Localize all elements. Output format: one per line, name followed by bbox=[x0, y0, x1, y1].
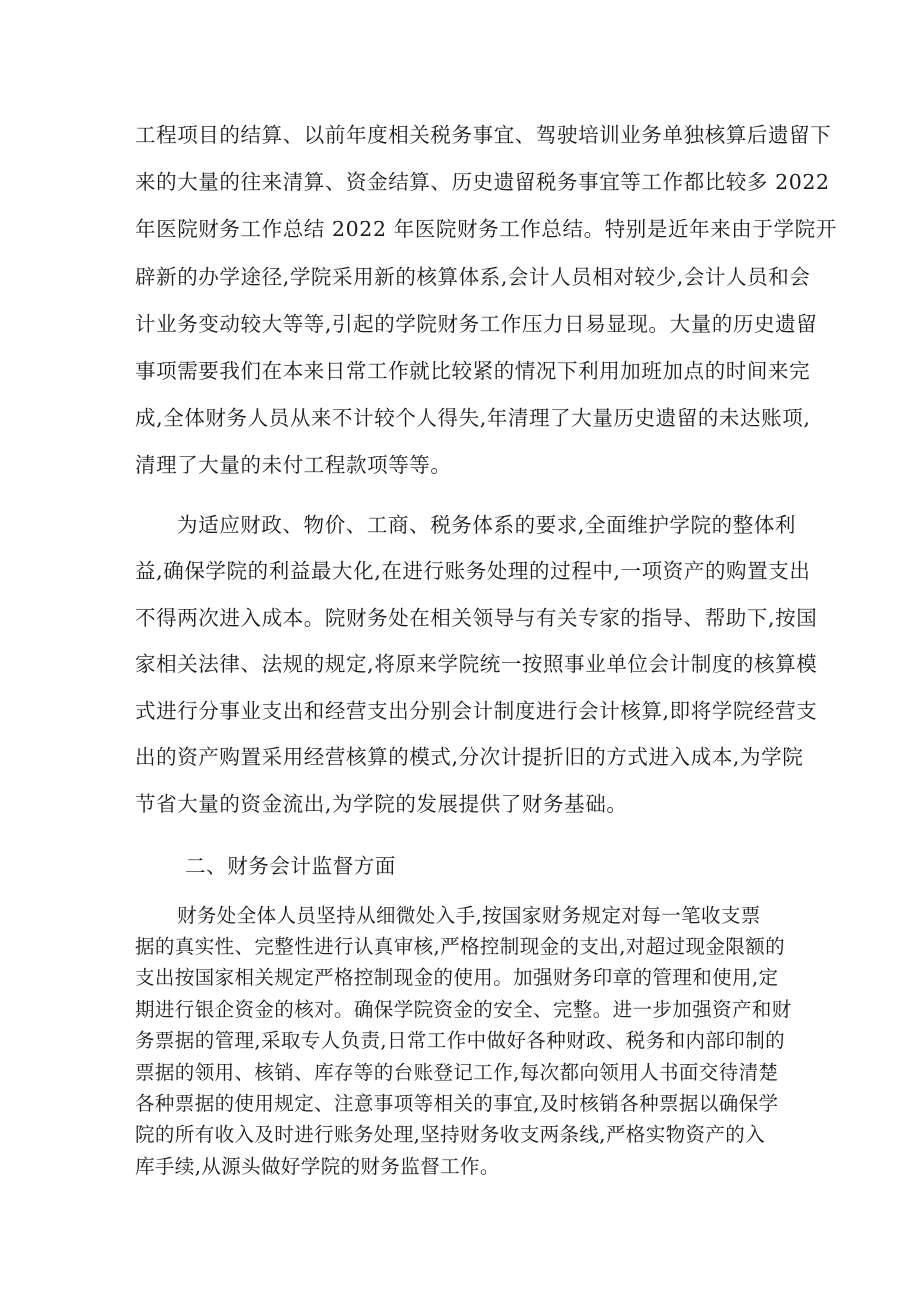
paragraph-line: 事项需要我们在本来日常工作就比较紧的情况下利用加班加点的时间来完 bbox=[135, 358, 811, 383]
paragraph-line: 工程项目的结算、以前年度相关税务事宜、驾驶培训业务单独核算后遗留下 bbox=[135, 123, 832, 147]
paragraph-line: 辟新的办学途径,学院采用新的核算体系,会计人员相对较少,会计人员和会 bbox=[135, 264, 811, 289]
paragraph-line: 计业务变动较大等等,引起的学院财务工作压力日易显现。大量的历史遗留 bbox=[135, 311, 818, 336]
paragraph-line: 年医院财务工作总结 2022 年医院财务工作总结。特别是近年来由于学院开 bbox=[135, 217, 837, 242]
paragraph-line: 出的资产购置采用经营核算的模式,分次计提折旧的方式进入成本,为学院 bbox=[135, 745, 804, 770]
paragraph-line: 不得两次进入成本。院财务处在相关领导与有关专家的指导、帮助下,按国 bbox=[135, 605, 818, 630]
paragraph-line: 财务处全体人员坚持从细微处入手,按国家财务规定对每一笔收支票 bbox=[177, 903, 761, 927]
paragraph-line: 各种票据的使用规定、注意事项等相关的事宜,及时核销各种票据以确保学 bbox=[135, 1092, 779, 1115]
paragraph-line: 院的所有收入及时进行账务处理,坚持财务收支两条线,严格实物资产的入 bbox=[135, 1123, 766, 1147]
paragraph-line: 据的真实性、完整性进行认真审核,严格控制现金的支出,对超过现金限额的 bbox=[135, 935, 785, 959]
paragraph-spacer bbox=[135, 490, 787, 502]
paragraph-line: 成,全体财务人员从来不计较个人得失,年清理了大量历史遗留的未达账项, bbox=[135, 406, 811, 431]
paragraph-line: 库手续,从源头做好学院的财务监督工作。 bbox=[135, 1154, 500, 1178]
paragraph-line: 清理了大量的未付工程款项等等。 bbox=[135, 453, 452, 478]
paragraph-line: 务票据的管理,采取专人负责,日常工作中做好各种财政、税务和内部印制的 bbox=[135, 1029, 785, 1053]
paragraph-line: 为适应财政、物价、工商、税务体系的要求,全面维护学院的整体利 bbox=[177, 512, 797, 537]
document-body bbox=[135, 112, 837, 1182]
paragraph-line: 票据的领用、核销、库存等的台账登记工作,每次都向领用人书面交待清楚 bbox=[135, 1060, 779, 1084]
paragraph-line: 支出按国家相关规定严格控制现金的使用。加强财务印章的管理和使用,定 bbox=[135, 966, 779, 990]
section-heading: 二、财务会计监督方面 bbox=[185, 853, 396, 878]
paragraph-line: 期进行银企资金的核对。确保学院资金的安全、完整。进一步加强资产和财 bbox=[135, 997, 792, 1021]
paragraph-line: 来的大量的往来清算、资金结算、历史遗留税务事宜等工作都比较多 2022 bbox=[135, 170, 830, 195]
paragraph-2 bbox=[135, 502, 818, 828]
paragraph-line: 益,确保学院的利益最大化,在进行账务处理的过程中,一项资产的购置支出 bbox=[135, 559, 811, 584]
paragraph-spacer bbox=[135, 890, 787, 900]
paragraph-line: 家相关法律、法规的规定,将原来学院统一按照事业单位会计制度的核算模 bbox=[135, 652, 818, 677]
paragraph-line: 式进行分事业支出和经营支出分别会计制度进行会计核算,即将学院经营支 bbox=[135, 698, 818, 723]
paragraph-1 bbox=[135, 112, 837, 490]
paragraph-line: 节省大量的资金流出,为学院的发展提供了财务基础。 bbox=[135, 792, 628, 817]
paragraph-3 bbox=[135, 900, 792, 1183]
